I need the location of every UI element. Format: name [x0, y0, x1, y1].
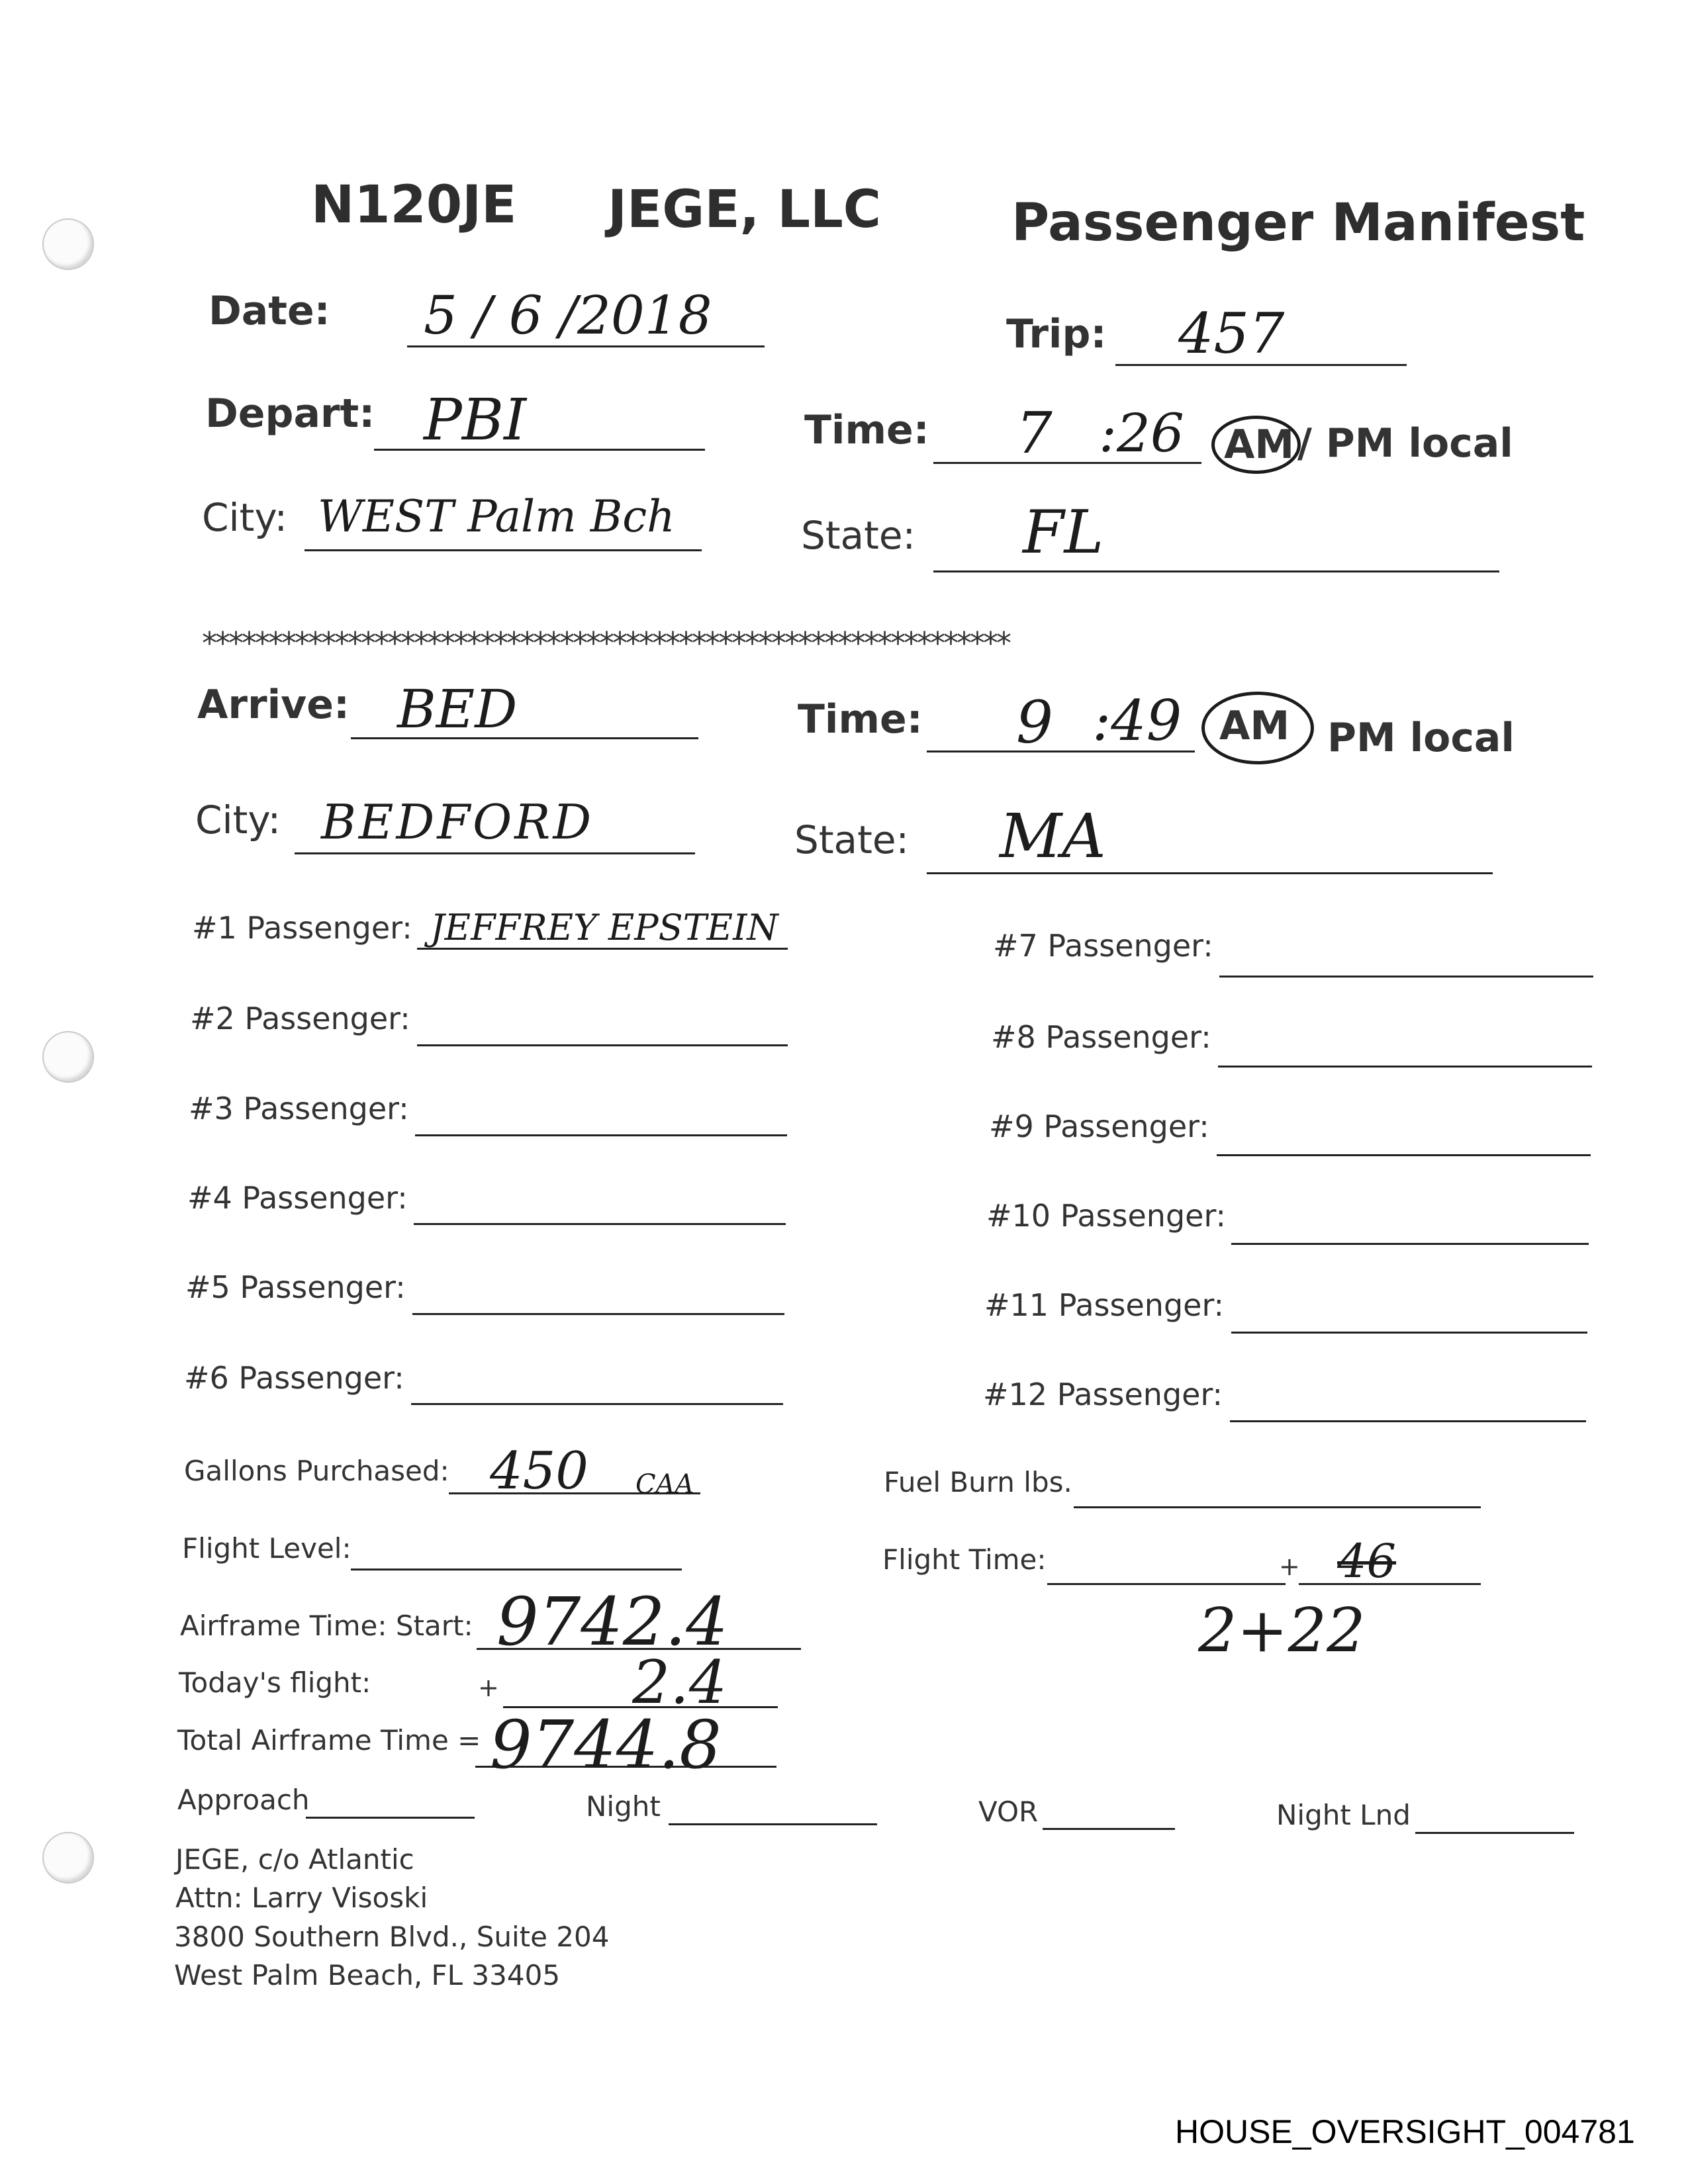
- depart-label: Depart:: [205, 390, 375, 437]
- depart-value[interactable]: PBI: [424, 387, 527, 453]
- passenger-5-line: [412, 1313, 784, 1315]
- todays-flight-plus: +: [478, 1673, 499, 1702]
- arrive-label: Arrive:: [197, 682, 350, 728]
- arrive-pm-local: PM local: [1327, 715, 1515, 761]
- arrive-city-label: City:: [195, 797, 281, 842]
- binder-hole-top: [42, 218, 94, 270]
- night-label: Night: [586, 1790, 661, 1823]
- total-airframe-label: Total Airframe Time =: [177, 1724, 481, 1756]
- address-line-2: Attn: Larry Visoski: [175, 1882, 428, 1914]
- address-line-1: JEGE, c/o Atlantic: [175, 1843, 414, 1876]
- address-line-4: West Palm Beach, FL 33405: [174, 1959, 561, 1991]
- night-lnd-label: Night Lnd: [1276, 1799, 1411, 1831]
- passenger-1-value[interactable]: JEFFREY EPSTEIN: [430, 907, 778, 948]
- flight-level-line: [351, 1569, 682, 1570]
- passenger-11-line: [1231, 1332, 1587, 1334]
- passenger-2-line: [417, 1044, 788, 1046]
- passenger-9-line: [1217, 1154, 1591, 1156]
- gallons-note: CAA: [635, 1469, 694, 1500]
- airframe-start-value[interactable]: 9742.4: [496, 1583, 728, 1661]
- form-title: Passenger Manifest: [1011, 193, 1585, 253]
- passenger-12-line: [1230, 1420, 1586, 1422]
- flight-level-label: Flight Level:: [182, 1532, 352, 1565]
- flight-time-plus: +: [1279, 1552, 1300, 1581]
- binder-hole-middle: [42, 1031, 94, 1083]
- flight-time-struck: 46: [1337, 1534, 1397, 1588]
- depart-city-line: [305, 549, 702, 551]
- flight-time-label: Flight Time:: [882, 1543, 1047, 1576]
- airframe-start-label: Airframe Time: Start:: [180, 1610, 473, 1642]
- passenger-11-label: #11 Passenger:: [984, 1287, 1225, 1323]
- arrive-city-line: [295, 852, 695, 854]
- depart-state-value[interactable]: FL: [1023, 498, 1104, 567]
- arrive-city-value[interactable]: BEDFORD: [321, 794, 594, 850]
- passenger-6-label: #6 Passenger:: [184, 1360, 404, 1396]
- depart-state-line: [933, 570, 1499, 572]
- fuel-burn-line: [1074, 1506, 1481, 1508]
- gallons-value[interactable]: 450: [490, 1441, 588, 1501]
- passenger-3-label: #3 Passenger:: [189, 1091, 409, 1126]
- depart-time-hour[interactable]: 7: [1016, 400, 1053, 467]
- depart-state-label: State:: [801, 513, 916, 558]
- company-name: JEGE, LLC: [608, 180, 882, 240]
- address-line-3: 3800 Southern Blvd., Suite 204: [174, 1921, 610, 1953]
- approach-line: [306, 1817, 475, 1819]
- tail-number: N120JE: [311, 175, 517, 235]
- bates-number: HOUSE_OVERSIGHT_004781: [1175, 2113, 1635, 2150]
- vor-label: VOR: [978, 1796, 1039, 1828]
- arrive-am-circle[interactable]: [1201, 692, 1314, 764]
- gallons-label: Gallons Purchased:: [184, 1455, 449, 1487]
- depart-am: AM: [1224, 422, 1295, 468]
- date-value[interactable]: 5 / 6 /2018: [424, 285, 712, 346]
- fuel-burn-label: Fuel Burn lbs.: [884, 1466, 1072, 1498]
- depart-time-label: Time:: [804, 407, 929, 453]
- trip-value[interactable]: 457: [1178, 301, 1285, 366]
- vor-line: [1043, 1828, 1175, 1830]
- passenger-2-label: #2 Passenger:: [190, 1001, 410, 1036]
- passenger-4-label: #4 Passenger:: [187, 1180, 408, 1216]
- passenger-10-label: #10 Passenger:: [986, 1198, 1227, 1234]
- arrive-value[interactable]: BED: [397, 678, 518, 740]
- passenger-10-line: [1231, 1243, 1589, 1245]
- night-lnd-line: [1415, 1832, 1574, 1834]
- arrive-time-minutes[interactable]: :49: [1092, 688, 1182, 753]
- arrive-state-line: [927, 872, 1493, 874]
- arrive-state-value[interactable]: MA: [1000, 801, 1106, 872]
- arrive-state-label: State:: [794, 817, 910, 862]
- passenger-4-line: [414, 1223, 786, 1225]
- passenger-3-line: [415, 1134, 787, 1136]
- passenger-1-label: #1 Passenger:: [192, 910, 412, 946]
- depart-city-label: City:: [202, 495, 287, 540]
- passenger-8-label: #8 Passenger:: [991, 1019, 1211, 1055]
- arrive-time-hour[interactable]: 9: [1016, 688, 1053, 756]
- date-label: Date:: [209, 288, 330, 334]
- passenger-8-line: [1218, 1066, 1592, 1068]
- passenger-12-label: #12 Passenger:: [983, 1377, 1223, 1412]
- trip-label: Trip:: [1006, 311, 1107, 357]
- passenger-7-label: #7 Passenger:: [993, 928, 1213, 964]
- passenger-7-line: [1219, 976, 1593, 978]
- depart-time-minutes[interactable]: :26: [1099, 402, 1184, 464]
- todays-flight-value[interactable]: 2.4: [632, 1648, 727, 1717]
- passenger-6-line: [411, 1403, 783, 1405]
- binder-hole-bottom: [42, 1832, 94, 1884]
- total-airframe-value[interactable]: 9744.8: [490, 1706, 722, 1784]
- arrive-time-label: Time:: [798, 696, 923, 743]
- night-line: [669, 1823, 877, 1825]
- depart-pm-local: / PM local: [1297, 420, 1513, 467]
- depart-am-circle[interactable]: [1211, 416, 1301, 474]
- passenger-9-label: #9 Passenger:: [989, 1109, 1209, 1144]
- flight-time-line-1: [1047, 1583, 1286, 1585]
- flight-time-value[interactable]: 2+22: [1198, 1595, 1366, 1666]
- passenger-5-label: #5 Passenger:: [185, 1269, 406, 1305]
- approach-label: Approach: [177, 1784, 310, 1816]
- arrive-am: AM: [1219, 703, 1290, 749]
- todays-flight-label: Today's flight:: [179, 1666, 371, 1699]
- depart-city-value[interactable]: WEST Palm Bch: [318, 491, 675, 542]
- separator-asterisks: *************************************************************: [202, 625, 1009, 661]
